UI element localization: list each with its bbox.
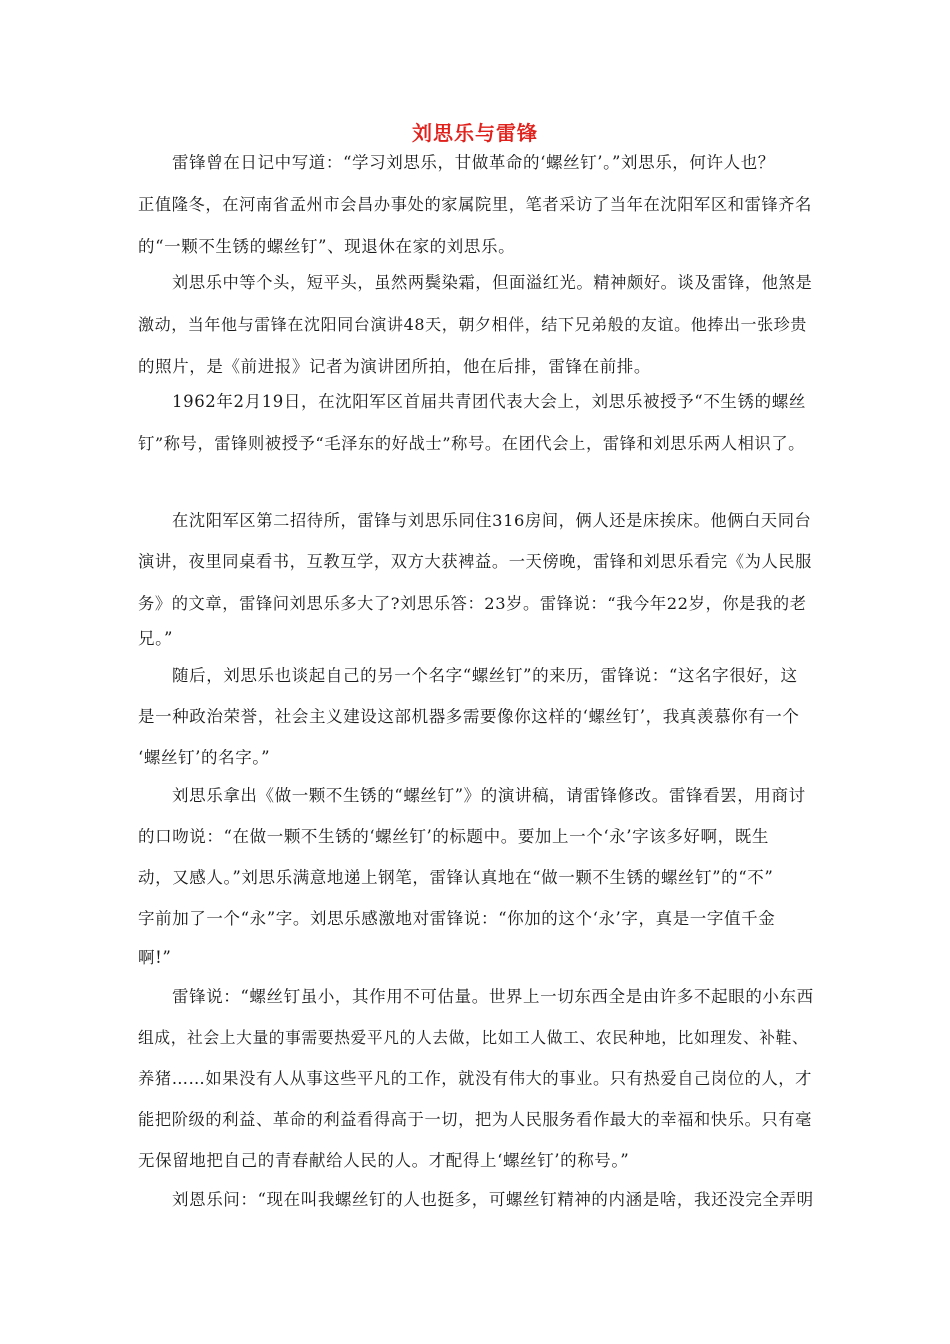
text-line: 兄。” <box>138 629 173 648</box>
text-line: 随后，刘思乐也谈起自己的另一个名字“螺丝钉”的来历，雷锋说：“这名字很好，这 <box>172 666 798 685</box>
text-line: 能把阶级的利益、革命的利益看得高于一切，把为人民服务看作最大的幸福和快乐。只有毫 <box>138 1110 812 1129</box>
text-line: 字前加了一个“永”字。刘思乐感激地对雷锋说：“你加的这个‘永’字，真是一字值千金 <box>138 909 776 928</box>
text-line: 雷锋说：“螺丝钉虽小，其作用不可估量。世界上一切东西全是由许多不起眼的小东西 <box>172 987 814 1006</box>
text-line: 刘思乐拿出《做一颗不生锈的“螺丝钉”》的演讲稿，请雷锋修改。雷锋看罢，用商讨 <box>172 786 806 805</box>
text-line: 演讲，夜里同桌看书，互教互学，双方大获裨益。一天傍晚，雷锋和刘思乐看完《为人民服 <box>138 552 812 571</box>
text-line: 雷锋曾在日记中写道：“学习刘思乐，甘做革命的‘螺丝钉’。”刘思乐，何许人也？ <box>172 153 775 172</box>
text-line: 动，又感人。”刘思乐满意地递上钢笔，雷锋认真地在“做一颗不生锈的螺丝钉”的“不” <box>138 868 774 887</box>
article-title: 刘思乐与雷锋 <box>412 121 538 145</box>
text-line: 刘恩乐问：“现在叫我螺丝钉的人也挺多，可螺丝钉精神的内涵是啥，我还没完全弄明 <box>172 1190 814 1209</box>
text-line: 务》的文章，雷锋问刘思乐多大了?刘思乐答：23岁。雷锋说：“我今年22岁，你是我的老 <box>138 594 807 613</box>
text-line: 的照片，是《前进报》记者为演讲团所拍，他在后排，雷锋在前排。 <box>138 357 651 376</box>
text-line: 在沈阳军区第二招待所，雷锋与刘思乐同住316房间，俩人还是床挨床。他俩白天同台 <box>172 511 812 530</box>
text-line: 的“一颗不生锈的螺丝钉”、现退休在家的刘思乐。 <box>138 237 516 256</box>
text-line: 的口吻说：“在做一颗不生锈的‘螺丝钉’的标题中。要加上一个‘永’字该多好啊，既生 <box>138 827 769 846</box>
text-line: 激动，当年他与雷锋在沈阳同台演讲48天，朝夕相伴，结下兄弟般的友谊。他捧出一张珍贵 <box>138 315 807 334</box>
text-line: 钉”称号，雷锋则被授予“毛泽东的好战士”称号。在团代会上，雷锋和刘思乐两人相识了。 <box>138 434 806 453</box>
text-line: 组成，社会上大量的事需要热爱平凡的人去做，比如工人做工、农民种地，比如理发、补鞋、 <box>138 1028 809 1047</box>
text-line: 无保留地把自己的青春献给人民的人。才配得上‘螺丝钉’的称号。” <box>138 1151 630 1170</box>
text-line: 是一种政治荣誉，社会主义建设这部机器多需要像你这样的‘螺丝钉’，我真羡慕你有一个 <box>138 707 800 726</box>
text-line: ‘螺丝钉’的名字。” <box>138 748 271 767</box>
text-line: 刘思乐中等个头，短平头，虽然两鬓染霜，但面溢红光。精神颇好。谈及雷锋，他煞是 <box>172 273 813 292</box>
text-line: 正值隆冬，在河南省孟州市会昌办事处的家属院里，笔者采访了当年在沈阳军区和雷锋齐名 <box>138 195 812 214</box>
text-line: 啊!” <box>138 948 172 967</box>
text-line: 1962年2月19日，在沈阳军区首届共青团代表大会上，刘思乐被授予“不生锈的螺丝 <box>172 392 806 411</box>
text-line: 养猪……如果没有人从事这些平凡的工作，就没有伟大的事业。只有热爱自己岗位的人，才 <box>138 1069 812 1088</box>
